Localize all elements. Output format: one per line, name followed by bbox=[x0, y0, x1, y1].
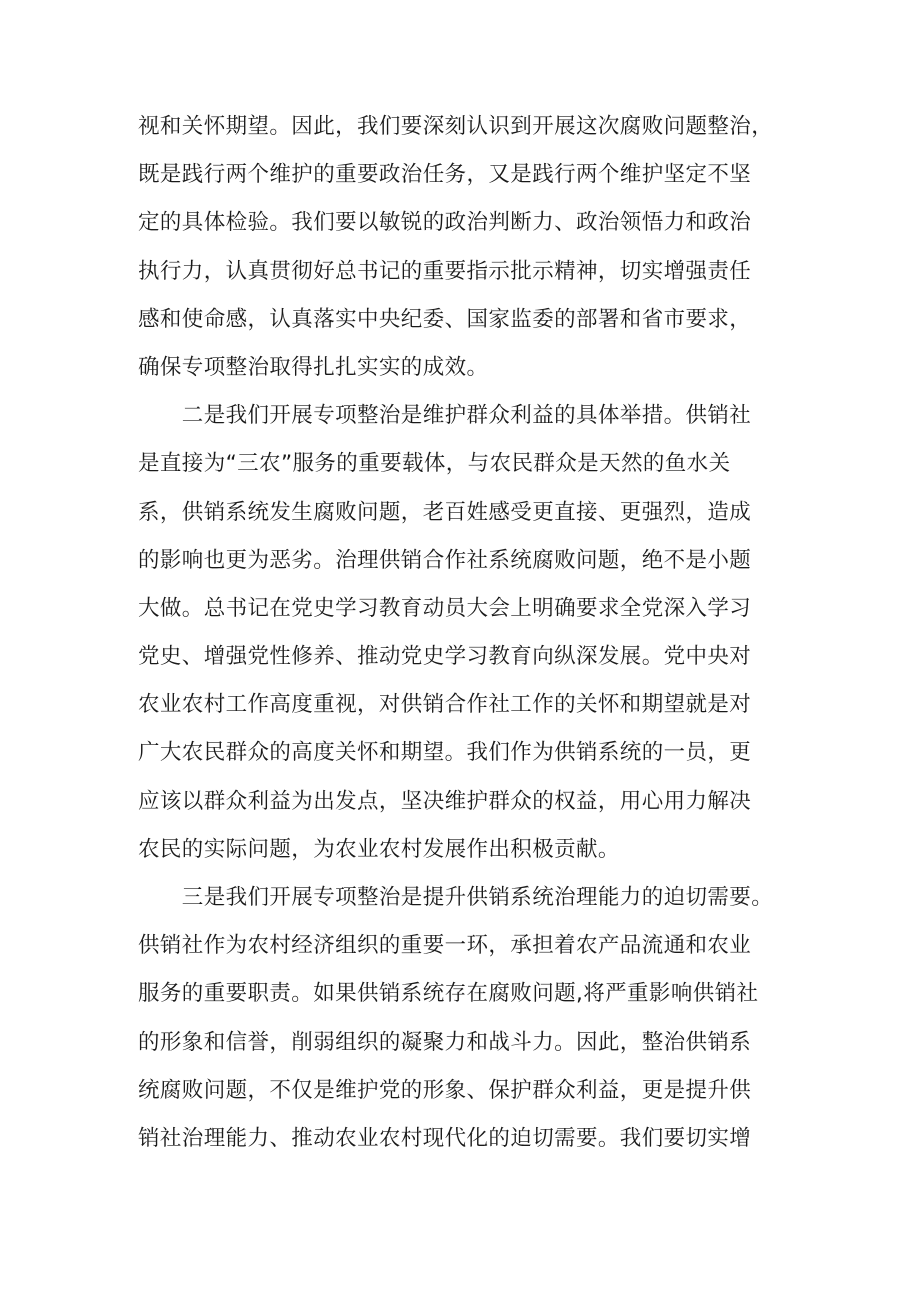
text-line: 确保专项整治取得扎扎实实的成效。 bbox=[138, 354, 489, 380]
text-line: 感和使命感，认真落实中央纪委、国家监委的部署和省市要求， bbox=[138, 306, 752, 332]
text-line: 党史、增强党性修养、推动党史学习教育向纵深发展。党中央对 bbox=[138, 644, 752, 670]
text-line: 供销社作为农村经济组织的重要一环，承担着农产品流通和农业 bbox=[138, 933, 752, 959]
text-line: 统腐败问题，不仅是维护党的形象、保护群众利益，更是提升供 bbox=[138, 1077, 752, 1103]
text-line: 是直接为“三农”服务的重要载体，与农民群众是天然的鱼水关 bbox=[138, 451, 731, 477]
text-line: 农业农村工作高度重视，对供销合作社工作的关怀和期望就是对 bbox=[138, 692, 752, 718]
text-line: 定的具体检验。我们要以敏锐的政治判断力、政治领悟力和政治 bbox=[138, 210, 752, 236]
text-line: 既是践行两个维护的重要政治任务，又是践行两个维护坚定不坚 bbox=[138, 162, 752, 188]
text-line: 执行力，认真贯彻好总书记的重要指示批示精神，切实增强责任 bbox=[138, 258, 752, 284]
text-line: 服务的重要职责。如果供销系统存在腐败问题,将严重影响供销社 bbox=[138, 981, 759, 1007]
text-line: 应该以群众利益为出发点，坚决维护群众的权益，用心用力解决 bbox=[138, 788, 752, 814]
text-line: 视和关怀期望。因此，我们要深刻认识到开展这次腐败问题整治， bbox=[138, 114, 774, 139]
text-line: 广大农民群众的高度关怀和期望。我们作为供销系统的一员，更 bbox=[138, 740, 752, 766]
text-line: 的形象和信誉，削弱组织的凝聚力和战斗力。因此，整治供销系 bbox=[138, 1029, 752, 1055]
document-body bbox=[138, 103, 818, 1163]
text-line: 农民的实际问题，为农业农村发展作出积极贡献。 bbox=[138, 836, 620, 862]
text-line: 系，供销系统发生腐败问题，老百姓感受更直接、更强烈，造成 bbox=[138, 499, 752, 525]
paragraph-start-line: 三是我们开展专项整治是提升供销系统治理能力的迫切需要。 bbox=[138, 885, 774, 910]
text-line: 的影响也更为恶劣。治理供销合作社系统腐败问题，绝不是小题 bbox=[138, 547, 752, 573]
text-line: 大做。总书记在党史学习教育动员大会上明确要求全党深入学习 bbox=[138, 595, 752, 621]
paragraph-start-line: 二是我们开展专项整治是维护群众利益的具体举措。供销社 bbox=[138, 403, 752, 429]
text-line: 销社治理能力、推动农业农村现代化的迫切需要。我们要切实增 bbox=[138, 1125, 752, 1151]
